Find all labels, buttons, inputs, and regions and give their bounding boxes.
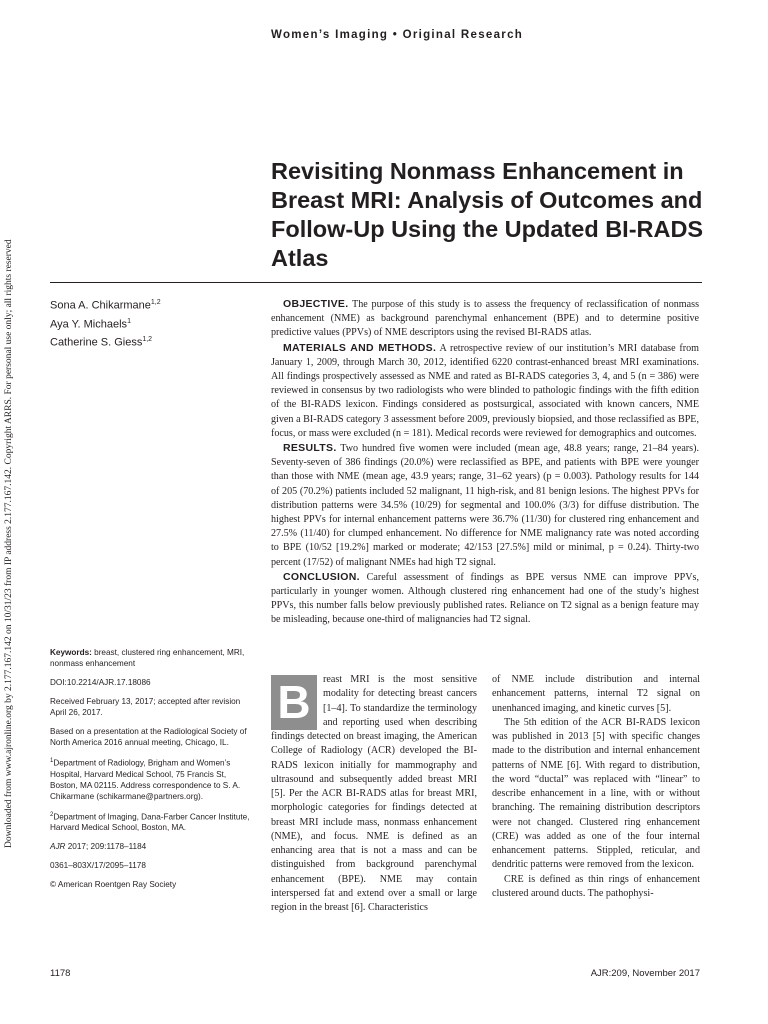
- article-metadata: [50, 647, 250, 898]
- doi: DOI:10.2214/AJR.17.18086: [50, 678, 151, 687]
- body-column-2: [492, 673, 700, 901]
- abstract-conclusion: CONCLUSION. Careful assessment of findings as BPE versus NME can improve PPVs, particularly in younger women. Although clustered ring enhancement had one of the study’s highest PPVs, this number falls below previously published rates. Reliance on T2 signal as a benign feature may be misleading, because one-third of malignancies had T2 signal.: [271, 570, 699, 626]
- download-notice: Downloaded from www.ajronline.org by 2.177.167.142 on 10/31/23 from IP address 2.177.167.142. Copyright ARRS. For personal use only; all rights reserved: [4, 239, 14, 848]
- author: Sona A. Chikarmane$^{1,2}$: [50, 299, 161, 312]
- citation: AJR 2017; 209:1178–1184: [50, 842, 147, 852]
- received-date: Received February 13, 2017; accepted after revision April 26, 2017.: [50, 697, 241, 717]
- issn: 0361–803X/17/2095–1178: [50, 861, 146, 871]
- drop-cap: B: [271, 675, 317, 730]
- body-paragraph: B reast MRI is the most sensitive modality for detecting breast cancers [1–4]. To standardize the terminology and reporting used when describing findings detected on breast imaging, the American College of Radiology (ACR) developed the BI-RADS lexicon initially for mammography and ultrasound and subsequently added breast MRI [5]. Per the ACR BI-RADS atlas for breast MRI, morphologic categories for findings detected at breast MRI include mass, nonmass enhancement (NME), and focus. NME is defined as an enhancing area that is not a mass and can be distinguished from background parenchymal enhancement (BPE). NME may contain interspersed fat and extend over a small or large region in the breast [6]. Characteristics: [271, 674, 477, 913]
- author-list: [50, 295, 161, 351]
- body-paragraph: The 5th edition of the ACR BI-RADS lexicon was published in 2013 [5] with specific changes made to the distribution and internal enhancement patterns of NME [6]. With regard to distribution, the word “ductal” was replaced with “linear” to describe enhancement in a line, with or without branching. The remaining distribution descriptors were not changed. Clustered ring enhancement (CRE) was added as one of the four internal enhancement patterns. Stippled, reticular, and dendritic patterns were removed from the lexicon.: [492, 716, 700, 871]
- journal-footer: AJR:209, November 2017: [590, 968, 700, 979]
- author: Catherine S. Giess$^{1,2}$: [50, 336, 153, 349]
- abstract-objective: OBJECTIVE. The purpose of this study is to assess the frequency of reclassification of nonmass enhancement (NME) as background parenchymal enhancement (BPE) and to determine positive predictive values (PPVs) of NME descriptors using the revised BI-RADS atlas.: [271, 298, 699, 339]
- abstract: [271, 297, 699, 628]
- article-title: Revisiting Nonmass Enhancement in Breast MRI: Analysis of Outcomes and Follow-Up Using the Updated BI-RADS Atlas: [271, 158, 704, 271]
- abstract-methods: MATERIALS AND METHODS. A retrospective review of our institution’s MRI database from January 1, 2009, through March 30, 2012, identified 6220 contrast-enhanced breast MRI examinations. All findings prospectively assessed as NME and rated as BI-RADS categories 3, 4, and 5 (n = 386) were reviewed in consensus by two radiologists who were blinded to pathologic findings with the fifth edition of the BI-RADS lexicon. Findings considered as postsurgical, associated with known cancers, NME given a BI-RADS category 3 assessment before 2009, previously biopsied, and those reclassified as BPE, focus, or mass were excluded (n = 181). Medical records were reviewed for demographics and outcomes.: [271, 341, 699, 439]
- section-label: Women’s Imaging • Original Research: [271, 29, 524, 41]
- body-column-1: [271, 673, 477, 915]
- abstract-results: RESULTS. Two hundred five women were included (mean age, 48.8 years; range, 21–84 years). Seventy-seven of 386 findings (20.0%) were reclassified as BPE, and patients with BPE were younger than those with NME (mean age, 43.9 years; range, 31–62 years) (p = 0.003). Pathology results for 144 of 205 (70.2%) patients included 52 malignant, 11 high-risk, and 81 benign lesions. The highest PPVs for distribution patterns were 34.5% (10/29) for segmental and 100.0% (3/3) for diffuse distribution. The highest PPVs for internal enhancement patterns were 36.7% (11/30) for clustered ring enhancement and 27.5% (11/40) for clumped enhancement. No difference for NME malignancy rate was noted according to BPE (10/52 [19.2%] marked or moderate; 42/153 [27.5%] mild or minimal, p = 0.24). Thirty-two percent (17/52) of malignant NMEs had high T2 signal.: [271, 442, 699, 568]
- body-paragraph: of NME include distribution and internal enhancement patterns, internal T2 signal on unenhanced imaging, and kinetic curves [5].: [492, 674, 700, 714]
- divider: [50, 282, 702, 283]
- page-number: 1178: [50, 968, 71, 979]
- affiliation-2: $^2$Department of Imaging, Dana-Farber Cancer Institute, Harvard Medical School, Boston, MA.: [50, 811, 250, 833]
- body-paragraph: CRE is defined as thin rings of enhancement clustered around ducts. The pathophysi-: [492, 873, 700, 899]
- presentation-note: Based on a presentation at the Radiological Society of North America 2016 annual meeting, Chicago, IL.: [50, 727, 247, 747]
- affiliation-1: $^1$Department of Radiology, Brigham and Women’s Hospital, Harvard Medical School, 75 Francis St, Boston, MA 02115. Address correspondence to S. A. Chikarmane (schikarmane@partners.org).: [50, 758, 241, 801]
- keywords: Keywords: breast, clustered ring enhancement, MRI, nonmass enhancement: [50, 648, 245, 668]
- author: Aya Y. Michaels$^1$: [50, 317, 131, 331]
- copyright: © American Roentgen Ray Society: [50, 880, 177, 890]
